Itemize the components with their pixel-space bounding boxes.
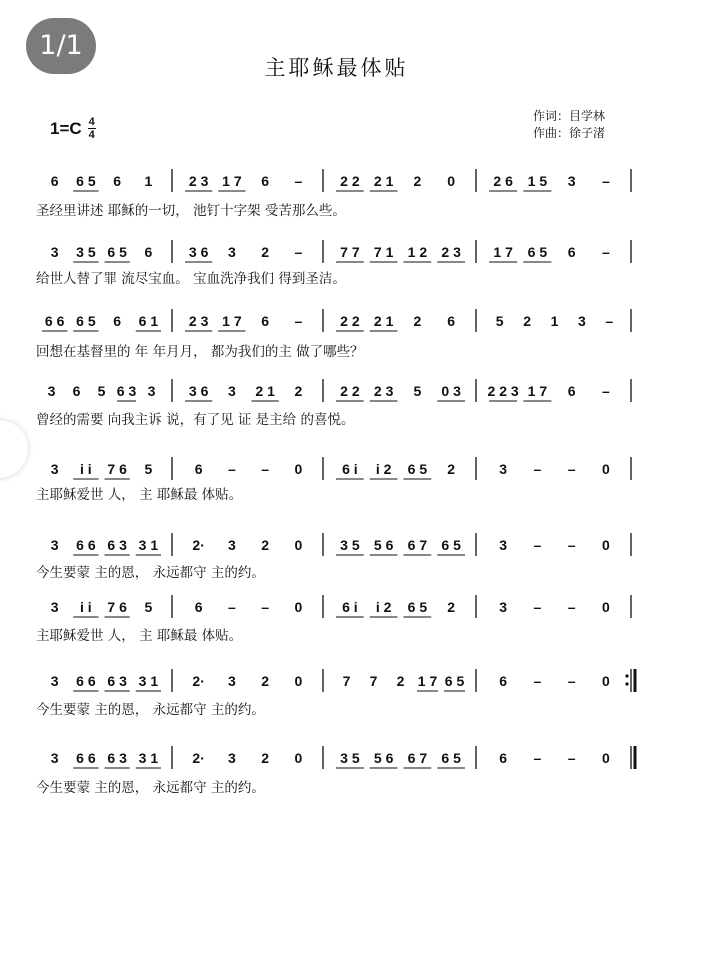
note-beat: 2 2 xyxy=(340,383,360,399)
note-beat: 5 xyxy=(144,461,153,477)
system-3 xyxy=(36,309,631,360)
system-9 xyxy=(36,746,635,796)
note-beat: 2 xyxy=(396,673,405,689)
note-beat: 2 3 xyxy=(188,313,209,329)
note-beat: 2 2 xyxy=(340,313,360,329)
note-beat: 2· xyxy=(192,537,205,553)
note-beat: 5 xyxy=(144,599,153,615)
note-beat: 3 xyxy=(147,383,156,399)
time-bottom: 4 xyxy=(88,129,95,141)
system-8 xyxy=(36,669,635,718)
note-beat: 2 1 xyxy=(373,173,394,189)
note-beat: 3 xyxy=(50,599,59,615)
note-beat: 3 xyxy=(50,750,59,766)
note-beat: – xyxy=(601,244,610,260)
note-beat: 6 7 xyxy=(407,750,428,766)
lyric-line: 主耶稣爱世 人， 主 耶稣最 体贴。 xyxy=(36,628,243,644)
note-beat: 2 xyxy=(294,383,303,399)
note-beat: 6 1 xyxy=(138,313,159,329)
repeat-dot xyxy=(625,682,628,685)
note-beat: 7 6 xyxy=(107,461,127,477)
note-beat: 1 xyxy=(144,173,153,189)
note-beat: – xyxy=(533,537,542,553)
note-beat: 6 5 xyxy=(407,599,428,615)
lyric-line: 主耶稣爱世 人， 主 耶稣最 体贴。 xyxy=(36,487,243,503)
note-beat: 3 1 xyxy=(138,750,159,766)
note-beat: 6 5 xyxy=(107,244,127,260)
note-beat: 3 xyxy=(227,750,236,766)
note-beat: 3 xyxy=(499,599,508,615)
system-7 xyxy=(36,595,631,644)
note-beat: – xyxy=(294,173,303,189)
note-beat: – xyxy=(567,537,576,553)
note-beat: – xyxy=(533,750,542,766)
note-beat: 6 xyxy=(144,244,153,260)
system-2 xyxy=(36,240,631,287)
note-beat: 6 xyxy=(261,313,270,329)
note-beat: 6 5 xyxy=(407,461,428,477)
note-beat: 2 3 xyxy=(373,383,394,399)
note-beat: 0 xyxy=(294,673,303,689)
note-beat: – xyxy=(294,244,303,260)
note-beat: 7 xyxy=(342,673,351,689)
note-beat: 6 xyxy=(113,173,122,189)
note-beat: 6 xyxy=(50,173,59,189)
note-beat: 1 7 xyxy=(493,244,513,260)
note-beat: 2 xyxy=(523,313,531,329)
note-beat: – xyxy=(227,599,236,615)
note-beat: 3 5 xyxy=(340,537,360,553)
note-beat: 2 6 xyxy=(493,173,513,189)
note-beat: 5 xyxy=(97,383,106,399)
note-beat: 3 5 xyxy=(76,244,96,260)
note-beat: 3 1 xyxy=(138,537,159,553)
note-beat: 6 5 xyxy=(76,173,96,189)
note-beat: i 2 xyxy=(375,461,392,477)
note-beat: – xyxy=(261,599,270,615)
note-beat: i i xyxy=(80,599,92,615)
note-beat: 1 7 xyxy=(222,173,242,189)
note-beat: 0 xyxy=(601,537,610,553)
note-beat: 5 xyxy=(413,383,422,399)
note-beat: 3 6 xyxy=(188,244,209,260)
note-beat: – xyxy=(227,461,236,477)
note-beat: 6 xyxy=(447,313,456,329)
note-beat: – xyxy=(261,461,270,477)
note-beat: 3 xyxy=(227,673,236,689)
note-beat: 2· xyxy=(192,750,205,766)
note-beat: 0 xyxy=(601,750,610,766)
note-beat: 7 7 xyxy=(340,244,360,260)
note-beat: 3 1 xyxy=(138,673,159,689)
note-beat: 5 xyxy=(495,313,504,329)
note-beat: 3 xyxy=(567,173,576,189)
note-beat: 3 xyxy=(50,673,59,689)
note-beat: 6 xyxy=(567,244,576,260)
lyric-line: 今生要蒙 主的恩， 永远都守 主的约。 xyxy=(36,565,265,581)
note-beat: 3 xyxy=(578,313,586,329)
note-beat: 0 xyxy=(294,461,303,477)
system-4 xyxy=(36,379,631,428)
note-beat: – xyxy=(605,313,614,329)
note-beat: 2 xyxy=(261,750,270,766)
note-beat: 0 xyxy=(447,173,456,189)
note-beat: – xyxy=(567,673,576,689)
note-beat: 0 xyxy=(601,461,610,477)
note-beat: 6 5 xyxy=(527,244,548,260)
key-label: 1=C xyxy=(50,118,82,138)
note-beat: 1 2 xyxy=(407,244,428,260)
note-beat: 6 6 xyxy=(76,673,96,689)
lyric-line: 今生要蒙 主的恩， 永远都守 主的约。 xyxy=(36,702,265,718)
note-beat: i 2 xyxy=(375,599,392,615)
song-title: 主耶稣最体贴 xyxy=(264,56,409,80)
note-beat: 6 3 xyxy=(107,750,127,766)
note-beat: 6 6 xyxy=(76,750,96,766)
note-beat: 6 6 xyxy=(44,313,65,329)
note-beat: 6 3 xyxy=(107,673,127,689)
system-1 xyxy=(36,169,631,219)
note-beat: 6 3 xyxy=(116,383,137,399)
note-beat: 6 xyxy=(72,383,81,399)
note-beat: 7 6 xyxy=(107,599,127,615)
note-beat: 6 xyxy=(261,173,270,189)
note-beat: – xyxy=(567,750,576,766)
page-indicator[interactable]: 1/1 xyxy=(26,18,96,74)
time-top: 4 xyxy=(88,116,95,128)
note-beat: – xyxy=(601,383,610,399)
note-beat: 2 xyxy=(413,313,422,329)
note-beat: 2 3 xyxy=(188,173,209,189)
note-beat: 6 7 xyxy=(407,537,428,553)
note-beat: 3 xyxy=(499,537,508,553)
note-beat: 3 6 xyxy=(188,383,209,399)
note-beat: 0 xyxy=(294,599,303,615)
note-beat: 3 xyxy=(50,461,59,477)
note-beat: 7 1 xyxy=(373,244,394,260)
note-beat: 3 5 xyxy=(340,750,360,766)
note-beat: 2 xyxy=(447,461,456,477)
note-beat: 3 xyxy=(227,537,236,553)
note-beat: 2· xyxy=(192,673,205,689)
note-beat: 2 xyxy=(261,244,270,260)
note-beat: – xyxy=(294,313,303,329)
note-beat: 6 i xyxy=(342,461,358,477)
note-beat: 1 7 xyxy=(222,313,242,329)
note-beat: 2 xyxy=(261,673,270,689)
note-beat: 6 xyxy=(194,461,203,477)
note-beat: 2 xyxy=(413,173,422,189)
note-beat: 0 xyxy=(294,537,303,553)
note-beat: 3 xyxy=(50,537,59,553)
note-beat: 6 xyxy=(499,750,508,766)
composer-credit: 作曲：徐子渚 xyxy=(533,126,606,140)
system-5 xyxy=(36,457,631,503)
system-6 xyxy=(36,533,631,581)
note-beat: 7 xyxy=(369,673,378,689)
note-beat: 6 xyxy=(567,383,576,399)
lyricist-credit: 作词：目学林 xyxy=(533,109,606,123)
note-beat: – xyxy=(601,173,610,189)
note-beat: – xyxy=(533,673,542,689)
note-beat: 1 7 xyxy=(527,383,548,399)
note-beat: 5 6 xyxy=(373,537,394,553)
note-beat: 2 2 3 xyxy=(487,383,519,399)
note-beat: 1 5 xyxy=(527,173,548,189)
note-beat: 6 3 xyxy=(107,537,127,553)
note-beat: 2 xyxy=(261,537,270,553)
note-beat: 6 xyxy=(194,599,203,615)
note-beat: 6 i xyxy=(342,599,358,615)
note-beat: 6 5 xyxy=(441,750,461,766)
note-beat: 0 3 xyxy=(441,383,461,399)
note-beat: 1 7 xyxy=(417,673,438,689)
note-beat: 6 5 xyxy=(444,673,465,689)
note-beat: 2 2 xyxy=(340,173,360,189)
note-beat: 6 5 xyxy=(76,313,96,329)
note-beat: 6 xyxy=(113,313,122,329)
lyric-line: 回想在基督里的 年 年月月， 都为我们的主 做了哪些？ xyxy=(36,344,364,360)
lyric-line: 圣经里讲述 耶稣的一切， 池钉十字架 受苦那么些。 xyxy=(36,203,346,219)
note-beat: 0 xyxy=(601,673,610,689)
note-beat: 5 6 xyxy=(373,750,394,766)
note-beat: – xyxy=(567,599,576,615)
note-beat: 3 xyxy=(47,383,56,399)
repeat-dot xyxy=(625,674,628,677)
note-beat: – xyxy=(567,461,576,477)
note-beat: 6 xyxy=(499,673,508,689)
note-beat: 0 xyxy=(294,750,303,766)
note-beat: 2 xyxy=(447,599,456,615)
note-beat: 1 xyxy=(550,313,559,329)
note-beat: 3 xyxy=(50,244,59,260)
lyric-line: 今生要蒙 主的恩， 永远都守 主的约。 xyxy=(36,780,265,796)
note-beat: – xyxy=(533,599,542,615)
note-beat: 0 xyxy=(601,599,610,615)
note-beat: 3 xyxy=(227,244,236,260)
lyric-line: 给世人替了罪 流尽宝血。 宝血洗净我们 得到圣洁。 xyxy=(36,271,346,287)
note-beat: 6 5 xyxy=(441,537,461,553)
note-beat: 2 3 xyxy=(441,244,461,260)
note-beat: i i xyxy=(80,461,92,477)
note-beat: 2 1 xyxy=(255,383,275,399)
note-beat: 3 xyxy=(499,461,508,477)
note-beat: 2 1 xyxy=(373,313,394,329)
note-beat: 6 6 xyxy=(76,537,96,553)
note-beat: 3 xyxy=(227,383,236,399)
note-beat: – xyxy=(533,461,542,477)
lyric-line: 曾经的需要 向我主诉 说，有了见 证 是主给 的喜悦。 xyxy=(36,412,355,428)
